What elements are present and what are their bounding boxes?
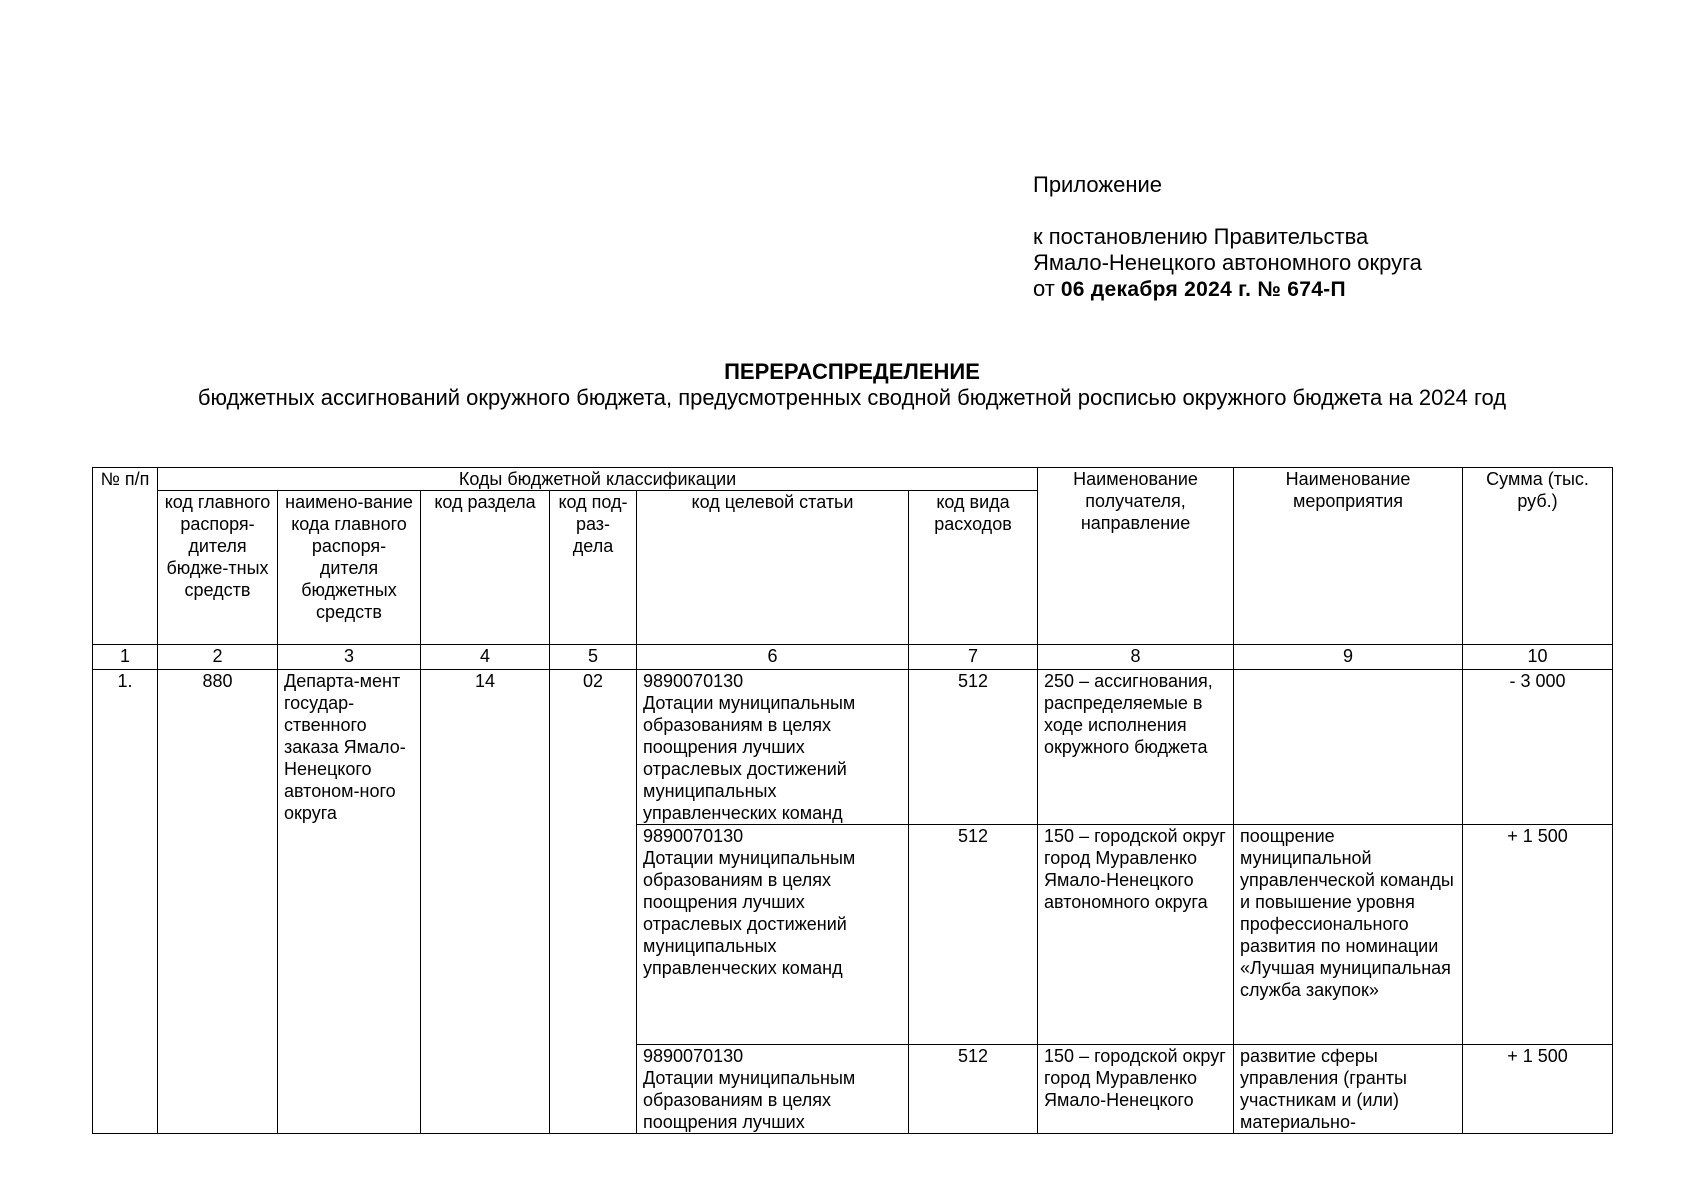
recipient: 150 – городской округ город Муравленко Ямало-Ненецкого xyxy=(1038,1045,1234,1134)
target-name: Дотации муниципальным образованиям в целях поощрения лучших отраслевых достижений муниципальных управленческих команд xyxy=(643,848,856,978)
column-numbers-row xyxy=(93,645,1613,670)
appendix-block xyxy=(1033,172,1422,303)
header-num: № п/п xyxy=(93,468,158,645)
target-cell xyxy=(637,670,909,825)
expense-type: 512 xyxy=(909,670,1038,825)
document-title: ПЕРЕРАСПРЕДЕЛЕНИЕ xyxy=(724,359,980,384)
activity xyxy=(1234,670,1463,825)
target-code: 9890070130 xyxy=(643,671,744,691)
table-row xyxy=(93,670,1613,825)
column-number: 1 xyxy=(93,645,158,670)
column-number: 4 xyxy=(421,645,550,670)
budget-table xyxy=(92,467,1613,1134)
amount: + 1 500 xyxy=(1463,825,1613,1045)
column-number: 9 xyxy=(1234,645,1463,670)
target-code: 9890070130 xyxy=(643,1046,744,1066)
header-section: код раздела xyxy=(421,491,550,645)
column-number: 3 xyxy=(278,645,421,670)
target-name: Дотации муниципальным образованиям в целях поощрения лучших отраслевых достижений муниципальных управленческих команд xyxy=(643,693,856,823)
target-code: 9890070130 xyxy=(643,826,744,846)
column-number: 2 xyxy=(158,645,278,670)
column-number: 10 xyxy=(1463,645,1613,670)
header-target-code: код целевой статьи xyxy=(637,491,909,645)
activity: поощрение муниципальной управленческой команды и повышение уровня профессионального развития по номинации «Лучшая муниципальная служба закупок» xyxy=(1234,825,1463,1045)
header-expense-type: код вида расходов xyxy=(909,491,1038,645)
amount: + 1 500 xyxy=(1463,1045,1613,1134)
header-recipient: Наименование получателя, направление xyxy=(1038,468,1234,645)
row-num: 1. xyxy=(93,670,158,1134)
header-gr-name: наимено-вание кода главного распоря-дителя бюджетных средств xyxy=(278,491,421,645)
expense-type: 512 xyxy=(909,1045,1038,1134)
target-cell xyxy=(637,1045,909,1134)
expense-type: 512 xyxy=(909,825,1038,1045)
recipient: 250 – ассигнования, распределяемые в ходе исполнения окружного бюджета xyxy=(1038,670,1234,825)
recipient: 150 – городской округ город Муравленко Ямало-Ненецкого автономного округа xyxy=(1038,825,1234,1045)
document-subtitle: бюджетных ассигнований окружного бюджета, предусмотренных сводной бюджетной росписью окружного бюджета на 2024 год xyxy=(197,385,1507,410)
column-number: 5 xyxy=(550,645,637,670)
appendix-title: Приложение xyxy=(1033,172,1163,197)
appendix-line-1: к постановлению Правительства xyxy=(1033,224,1369,249)
date-value: 06 декабря 2024 г. № 674-П xyxy=(1060,278,1346,301)
target-cell xyxy=(637,825,909,1045)
header-subsection: код под-раз-дела xyxy=(550,491,637,645)
gr-name: Департа-мент государ-ственного заказа Ямало-Ненецкого автоном-ного округа xyxy=(278,670,421,1134)
column-number: 8 xyxy=(1038,645,1234,670)
appendix-line-2: Ямало-Ненецкого автономного округа xyxy=(1033,250,1422,275)
header-row-1 xyxy=(93,468,1613,491)
subsection-code: 02 xyxy=(550,670,637,1134)
gr-code: 880 xyxy=(158,670,278,1134)
section-code: 14 xyxy=(421,670,550,1134)
amount: - 3 000 xyxy=(1463,670,1613,825)
activity: развитие сферы управления (гранты участникам и (или) материально- xyxy=(1234,1045,1463,1134)
header-gr-code: код главного распоря-дителя бюдже-тных средств xyxy=(158,491,278,645)
appendix-date-line xyxy=(1033,276,1422,303)
column-number: 6 xyxy=(637,645,909,670)
date-prefix: от xyxy=(1033,276,1055,301)
header-activity: Наименование мероприятия xyxy=(1234,468,1463,645)
header-amount: Сумма (тыс. руб.) xyxy=(1463,468,1613,645)
target-name: Дотации муниципальным образованиям в целях поощрения лучших xyxy=(643,1068,856,1132)
header-codes-group: Коды бюджетной классификации xyxy=(158,468,1038,491)
column-number: 7 xyxy=(909,645,1038,670)
